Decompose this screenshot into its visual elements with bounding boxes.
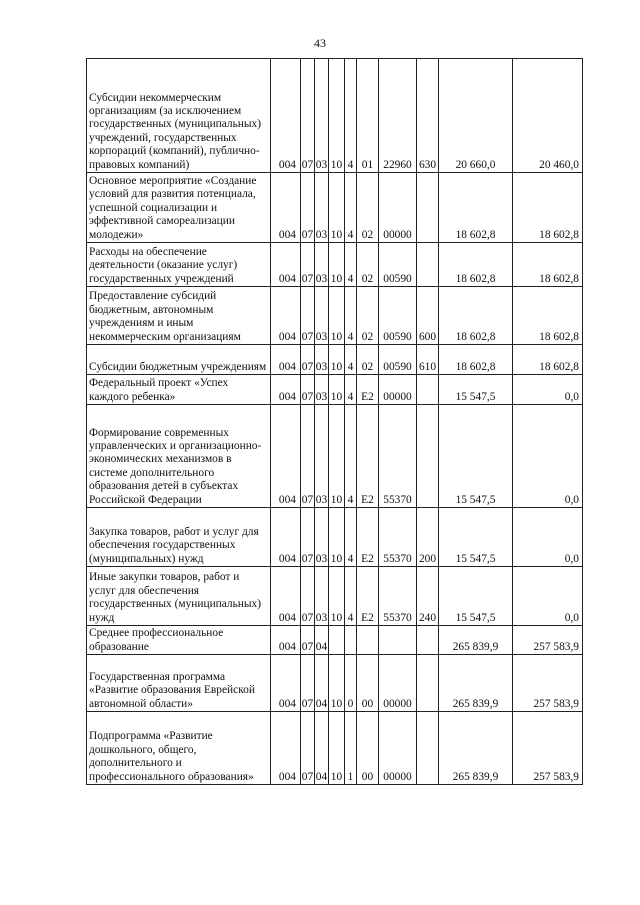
subprogram-code: 4: [345, 59, 357, 173]
expense-type-code: [417, 173, 439, 243]
amount-year-2: 18 602,8: [513, 243, 583, 287]
amount-year-2: 18 602,8: [513, 287, 583, 345]
amount-year-1: 18 602,8: [439, 345, 513, 375]
subprogram-code: 4: [345, 345, 357, 375]
row-name: Подпрограмма «Развитие дошкольного, общего, дополнительного и профессионального образования»: [87, 712, 271, 785]
direction-code: [357, 626, 379, 655]
expense-type-code: [417, 243, 439, 287]
direction-code: E2: [357, 567, 379, 626]
target-code: 00590: [379, 243, 417, 287]
amount-year-1: 15 547,5: [439, 508, 513, 567]
program-code: 10: [329, 287, 345, 345]
program-code: 10: [329, 345, 345, 375]
row-name: Основное мероприятие «Создание условий для развития потенциала, успешной социализации и эффективной самореализации молодежи»: [87, 173, 271, 243]
subprogram-code: 4: [345, 375, 357, 405]
expense-type-code: 600: [417, 287, 439, 345]
subsection-code: 03: [315, 345, 329, 375]
ministry-code: 004: [271, 405, 301, 508]
subsection-code: 03: [315, 287, 329, 345]
direction-code: 01: [357, 59, 379, 173]
subprogram-code: 4: [345, 173, 357, 243]
subsection-code: 03: [315, 243, 329, 287]
amount-year-2: 0,0: [513, 508, 583, 567]
direction-code: 00: [357, 655, 379, 712]
row-name: Расходы на обеспечение деятельности (оказание услуг) государственных учреждений: [87, 243, 271, 287]
amount-year-1: 15 547,5: [439, 567, 513, 626]
expense-type-code: 200: [417, 508, 439, 567]
subsection-code: 03: [315, 405, 329, 508]
program-code: 10: [329, 508, 345, 567]
section-code: 07: [301, 173, 315, 243]
target-code: 00000: [379, 173, 417, 243]
row-name: Федеральный проект «Успех каждого ребенка»: [87, 375, 271, 405]
section-code: 07: [301, 655, 315, 712]
ministry-code: 004: [271, 375, 301, 405]
direction-code: E2: [357, 508, 379, 567]
ministry-code: 004: [271, 626, 301, 655]
table-row: [87, 375, 583, 405]
section-code: 07: [301, 405, 315, 508]
program-code: 10: [329, 375, 345, 405]
subsection-code: 04: [315, 626, 329, 655]
amount-year-1: 265 839,9: [439, 712, 513, 785]
expense-type-code: [417, 712, 439, 785]
expense-type-code: 610: [417, 345, 439, 375]
program-code: 10: [329, 567, 345, 626]
target-code: 00000: [379, 655, 417, 712]
subprogram-code: 4: [345, 405, 357, 508]
ministry-code: 004: [271, 287, 301, 345]
subsection-code: 03: [315, 508, 329, 567]
amount-year-2: 0,0: [513, 405, 583, 508]
page-number: 43: [314, 36, 326, 50]
target-code: 55370: [379, 567, 417, 626]
target-code: 55370: [379, 508, 417, 567]
subsection-code: 03: [315, 375, 329, 405]
ministry-code: 004: [271, 508, 301, 567]
table-row: [87, 59, 583, 173]
row-name: Формирование современных управленческих и организационно-экономических механизмов в системе дополнительного образования детей в субъектах Российской Федерации: [87, 405, 271, 508]
subprogram-code: 4: [345, 508, 357, 567]
section-code: 07: [301, 59, 315, 173]
ministry-code: 004: [271, 655, 301, 712]
direction-code: E2: [357, 405, 379, 508]
ministry-code: 004: [271, 712, 301, 785]
target-code: 00000: [379, 375, 417, 405]
table-row: [87, 243, 583, 287]
row-name: Субсидии некоммерческим организациям (за исключением государственных (муниципальных) учреждений, государственных корпораций (компаний), публично-правовых компаний): [87, 59, 271, 173]
row-name: Субсидии бюджетным учреждениям: [87, 345, 271, 375]
program-code: 10: [329, 712, 345, 785]
amount-year-2: 20 460,0: [513, 59, 583, 173]
direction-code: 02: [357, 287, 379, 345]
table-row: [87, 508, 583, 567]
row-name: Государственная программа «Развитие образования Еврейской автономной области»: [87, 655, 271, 712]
direction-code: 00: [357, 712, 379, 785]
table-row: [87, 287, 583, 345]
amount-year-2: 257 583,9: [513, 712, 583, 785]
amount-year-1: 18 602,8: [439, 243, 513, 287]
subprogram-code: 4: [345, 243, 357, 287]
table-row: [87, 405, 583, 508]
section-code: 07: [301, 345, 315, 375]
direction-code: 02: [357, 345, 379, 375]
subsection-code: 03: [315, 567, 329, 626]
amount-year-2: 18 602,8: [513, 173, 583, 243]
budget-table: [86, 58, 583, 785]
expense-type-code: [417, 405, 439, 508]
ministry-code: 004: [271, 345, 301, 375]
subprogram-code: 4: [345, 287, 357, 345]
expense-type-code: [417, 655, 439, 712]
expense-type-code: [417, 626, 439, 655]
subsection-code: 04: [315, 712, 329, 785]
table-row: [87, 655, 583, 712]
ministry-code: 004: [271, 243, 301, 287]
target-code: 22960: [379, 59, 417, 173]
subprogram-code: 1: [345, 712, 357, 785]
row-name: Предоставление субсидий бюджетным, автономным учреждениям и иным некоммерческим организациям: [87, 287, 271, 345]
direction-code: E2: [357, 375, 379, 405]
subprogram-code: 0: [345, 655, 357, 712]
ministry-code: 004: [271, 59, 301, 173]
table-row: [87, 173, 583, 243]
program-code: 10: [329, 243, 345, 287]
amount-year-1: 20 660,0: [439, 59, 513, 173]
ministry-code: 004: [271, 173, 301, 243]
section-code: 07: [301, 243, 315, 287]
program-code: 10: [329, 59, 345, 173]
amount-year-2: 18 602,8: [513, 345, 583, 375]
subprogram-code: [345, 626, 357, 655]
amount-year-2: 257 583,9: [513, 626, 583, 655]
section-code: 07: [301, 508, 315, 567]
program-code: 10: [329, 405, 345, 508]
ministry-code: 004: [271, 567, 301, 626]
section-code: 07: [301, 626, 315, 655]
direction-code: 02: [357, 173, 379, 243]
target-code: 00000: [379, 712, 417, 785]
amount-year-1: 15 547,5: [439, 375, 513, 405]
row-name: Среднее профессиональное образование: [87, 626, 271, 655]
target-code: 00590: [379, 287, 417, 345]
section-code: 07: [301, 567, 315, 626]
amount-year-1: 265 839,9: [439, 655, 513, 712]
expense-type-code: 630: [417, 59, 439, 173]
amount-year-2: 257 583,9: [513, 655, 583, 712]
program-code: 10: [329, 173, 345, 243]
amount-year-1: 265 839,9: [439, 626, 513, 655]
program-code: 10: [329, 655, 345, 712]
program-code: [329, 626, 345, 655]
section-code: 07: [301, 375, 315, 405]
amount-year-1: 18 602,8: [439, 287, 513, 345]
target-code: [379, 626, 417, 655]
amount-year-2: 0,0: [513, 375, 583, 405]
table-row: [87, 567, 583, 626]
table-row: [87, 712, 583, 785]
table-row: [87, 345, 583, 375]
amount-year-2: 0,0: [513, 567, 583, 626]
target-code: 00590: [379, 345, 417, 375]
target-code: 55370: [379, 405, 417, 508]
row-name: Иные закупки товаров, работ и услуг для обеспечения государственных (муниципальных) нужд: [87, 567, 271, 626]
expense-type-code: 240: [417, 567, 439, 626]
amount-year-1: 18 602,8: [439, 173, 513, 243]
subsection-code: 03: [315, 59, 329, 173]
expense-type-code: [417, 375, 439, 405]
section-code: 07: [301, 287, 315, 345]
subsection-code: 04: [315, 655, 329, 712]
subprogram-code: 4: [345, 567, 357, 626]
section-code: 07: [301, 712, 315, 785]
subsection-code: 03: [315, 173, 329, 243]
row-name: Закупка товаров, работ и услуг для обеспечения государственных (муниципальных) нужд: [87, 508, 271, 567]
table-row: [87, 626, 583, 655]
amount-year-1: 15 547,5: [439, 405, 513, 508]
direction-code: 02: [357, 243, 379, 287]
